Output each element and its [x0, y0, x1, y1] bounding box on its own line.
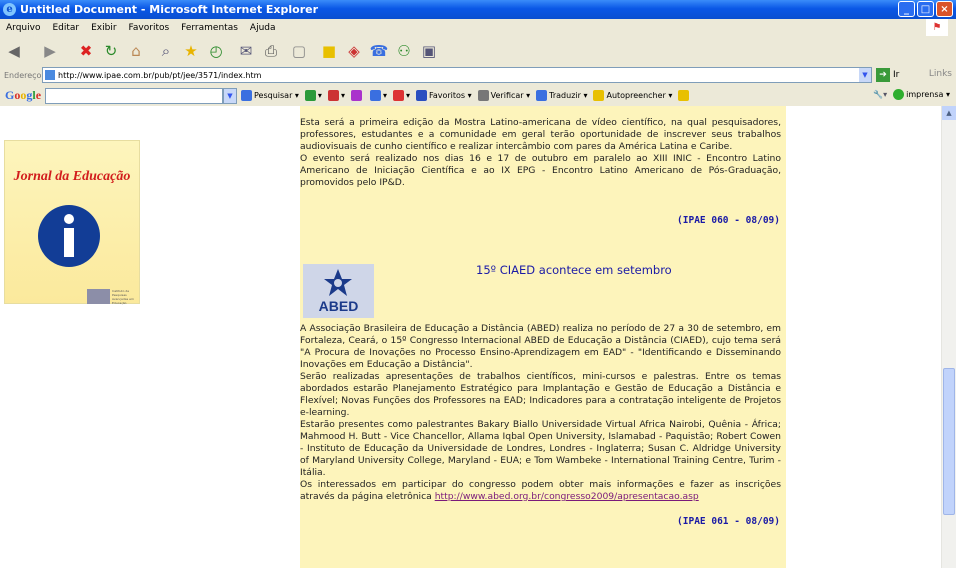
home-icon[interactable]: ⌂: [131, 42, 141, 60]
close-button[interactable]: ×: [936, 1, 953, 17]
next-article-partial: [330, 564, 690, 568]
google-search-input[interactable]: [45, 88, 223, 104]
jornal-da-educacao-banner[interactable]: [4, 140, 140, 304]
highlight-icon[interactable]: [351, 90, 364, 101]
mail-icon[interactable]: ✉: [239, 42, 253, 60]
google-toolbar-right: [873, 89, 950, 100]
pencil-icon[interactable]: [678, 90, 691, 101]
article1-reference: (IPAE 060 - 08/09): [677, 215, 780, 226]
article1-paragraph: O evento será realizado nos dias 16 e 17 de outubro em paralelo ao XIII INIC - Encontro Latino Americano de Iniciação Científica e ao IX EPG - Encontro Latino Americano de Pós-Graduação, promovidos pelo IP&D.: [300, 153, 781, 188]
autofill-button[interactable]: Autopreencher ▾: [593, 90, 672, 101]
wrench-icon[interactable]: 🔧▾: [873, 90, 888, 99]
stop-icon[interactable]: ✖: [79, 42, 93, 60]
ie-icon: e: [3, 3, 16, 16]
autofill-icon: [593, 90, 604, 101]
article2-heading: 15º CIAED acontece em setembro: [476, 263, 672, 277]
address-bar: [0, 65, 956, 86]
article2-paragraph: Serão realizadas apresentações de trabalhos científicos, mini-cursos e palestras. Entre os temas abordados estarão Planejamento Estratégico para Implantação e Gestão de Educação a Distância e Flexível; Novas Funções dos Professores na EAD; Indicadores para a contratação inteligente de Projetos e-learning.: [300, 371, 781, 418]
page-content: [0, 106, 942, 568]
article2-paragraph: Os interessados em participar do congresso podem obter mais informações e fazer as inscrições através da página eletrônica http://www.abed.org.br/congresso2009/apresentacao.asp: [300, 479, 781, 502]
menu-ajuda[interactable]: Ajuda: [249, 23, 276, 33]
menu-editar[interactable]: Editar: [52, 23, 80, 33]
menu-bar: [0, 19, 956, 38]
links-label[interactable]: Links: [928, 69, 952, 79]
scroll-thumb[interactable]: [943, 368, 955, 515]
menu-exibir[interactable]: Exibir: [91, 23, 117, 33]
go-button[interactable]: Ir: [893, 70, 900, 80]
address-dropdown-icon[interactable]: ▼: [859, 68, 871, 82]
google-favorites-button[interactable]: Favoritos ▾: [416, 90, 472, 101]
search-icon[interactable]: ⌕: [161, 42, 171, 60]
google-search-dropdown-icon[interactable]: ▼: [223, 88, 237, 104]
address-input[interactable]: [42, 67, 872, 83]
menu-favoritos[interactable]: Favoritos: [128, 23, 170, 33]
title-bar: [0, 0, 956, 19]
abed-star-icon: [323, 268, 353, 298]
refresh-icon[interactable]: ↻: [104, 42, 118, 60]
window-controls: [898, 1, 953, 17]
print-icon[interactable]: ⎙: [264, 42, 277, 60]
forward-icon[interactable]: ▶: [44, 42, 56, 60]
menu-ferramentas[interactable]: Ferramentas: [181, 23, 238, 33]
extra-tool-icon[interactable]: ▣: [421, 42, 437, 60]
page-icon: [45, 70, 55, 80]
spellcheck-button[interactable]: Verificar ▾: [478, 90, 530, 101]
google-search-icon: [241, 90, 252, 101]
sidebar-title: Jornal da Educação: [13, 169, 131, 184]
article1-text: [300, 117, 781, 189]
article2-paragraph: Estarão presentes como palestrantes Bakary Biallo Universidade Virtual Africa Nairobi, Quênia - África; Mahmood H. Butt - Vice Chancellor, Allama Iqbal Open University, Islamabad - Paquistão; Robert Cowen - Instituto de Educação da Universidade de Londres, Londres - Inglaterra; Susan C. Aldridge University of Maryland University College, Maryland - EUA; e Tom Wambeke - International Training Centre, Turim - Itália.: [300, 419, 781, 478]
print-status[interactable]: imprensa ▾: [893, 89, 950, 100]
vertical-scrollbar[interactable]: [941, 106, 956, 568]
article1-paragraph: Esta será a primeira edição da Mostra Latino-americana de vídeo científico, na qual pesquisadores, professores, estudantes e a comunidade em geral terão oportunidade de inscrever seus trabalhos audiovisuais de cunho científico e realizar intercâmbio com pares da América Latina e Caribe.: [300, 117, 781, 152]
messenger-icon[interactable]: ☎: [369, 42, 389, 60]
address-label: Endereço: [4, 70, 42, 80]
article2-paragraph: A Associação Brasileira de Educação a Distância (ABED) realiza no período de 27 a 30 de setembro, em Fortaleza, Ceará, o 15º Congresso Internacional ABED de Educação a Distância (CIAED), cujo tema será "A Procura de Inovações no Processo Ensino-Aprendizagem em EAD" - "Identificando e Disseminando Inovações em Educação a Distância".: [300, 323, 781, 370]
star-icon: [416, 90, 427, 101]
menu-arquivo[interactable]: Arquivo: [6, 23, 41, 33]
google-logo: Google: [5, 88, 42, 102]
scroll-up-icon[interactable]: ▲: [942, 106, 956, 120]
google-search-button[interactable]: Pesquisar ▾: [241, 90, 299, 101]
article2-reference: (IPAE 061 - 08/09): [677, 516, 780, 527]
translate-button[interactable]: Traduzir ▾: [536, 90, 587, 101]
translate-icon: [536, 90, 547, 101]
history-icon[interactable]: ◴: [209, 42, 223, 60]
favorites-star-icon[interactable]: ★: [184, 42, 198, 60]
edit-page-icon[interactable]: ▢: [291, 42, 307, 60]
notes-icon[interactable]: ■: [321, 42, 337, 60]
blocker-icon[interactable]: ▾: [393, 90, 410, 101]
discuss-icon[interactable]: ◈: [348, 42, 360, 60]
popup-blocker-icon[interactable]: ▾: [328, 90, 345, 101]
standard-toolbar: [0, 37, 956, 66]
abed-congress-link[interactable]: http://www.abed.org.br/congresso2009/apresentacao.asp: [434, 491, 699, 502]
windows-flag-icon: ⚑: [926, 19, 948, 36]
spellcheck-icon: [478, 90, 489, 101]
back-icon[interactable]: ◀: [8, 42, 20, 60]
ipae-stamp-logo: [87, 289, 110, 304]
window-title: Untitled Document - Microsoft Internet Explorer: [20, 3, 319, 16]
minimize-button[interactable]: _: [898, 1, 915, 17]
google-toolbar: [0, 85, 956, 107]
abed-logo-text: ABED: [318, 298, 359, 314]
news-icon[interactable]: ▾: [370, 90, 387, 101]
ipae-stamp-text: Instituto de Pesquisas Avançadas em Educação: [112, 289, 134, 305]
abed-logo: [303, 264, 374, 318]
go-arrow-icon[interactable]: ➔: [876, 68, 890, 82]
address-url[interactable]: http://www.ipae.com.br/pub/pt/jee/3571/index.htm: [58, 70, 262, 80]
article2-text: [300, 323, 781, 503]
research-icon[interactable]: ⚇: [397, 42, 411, 60]
green-dot-icon: [893, 89, 904, 100]
pagerank-icon[interactable]: ▾: [305, 90, 322, 101]
maximize-button[interactable]: □: [917, 1, 934, 17]
